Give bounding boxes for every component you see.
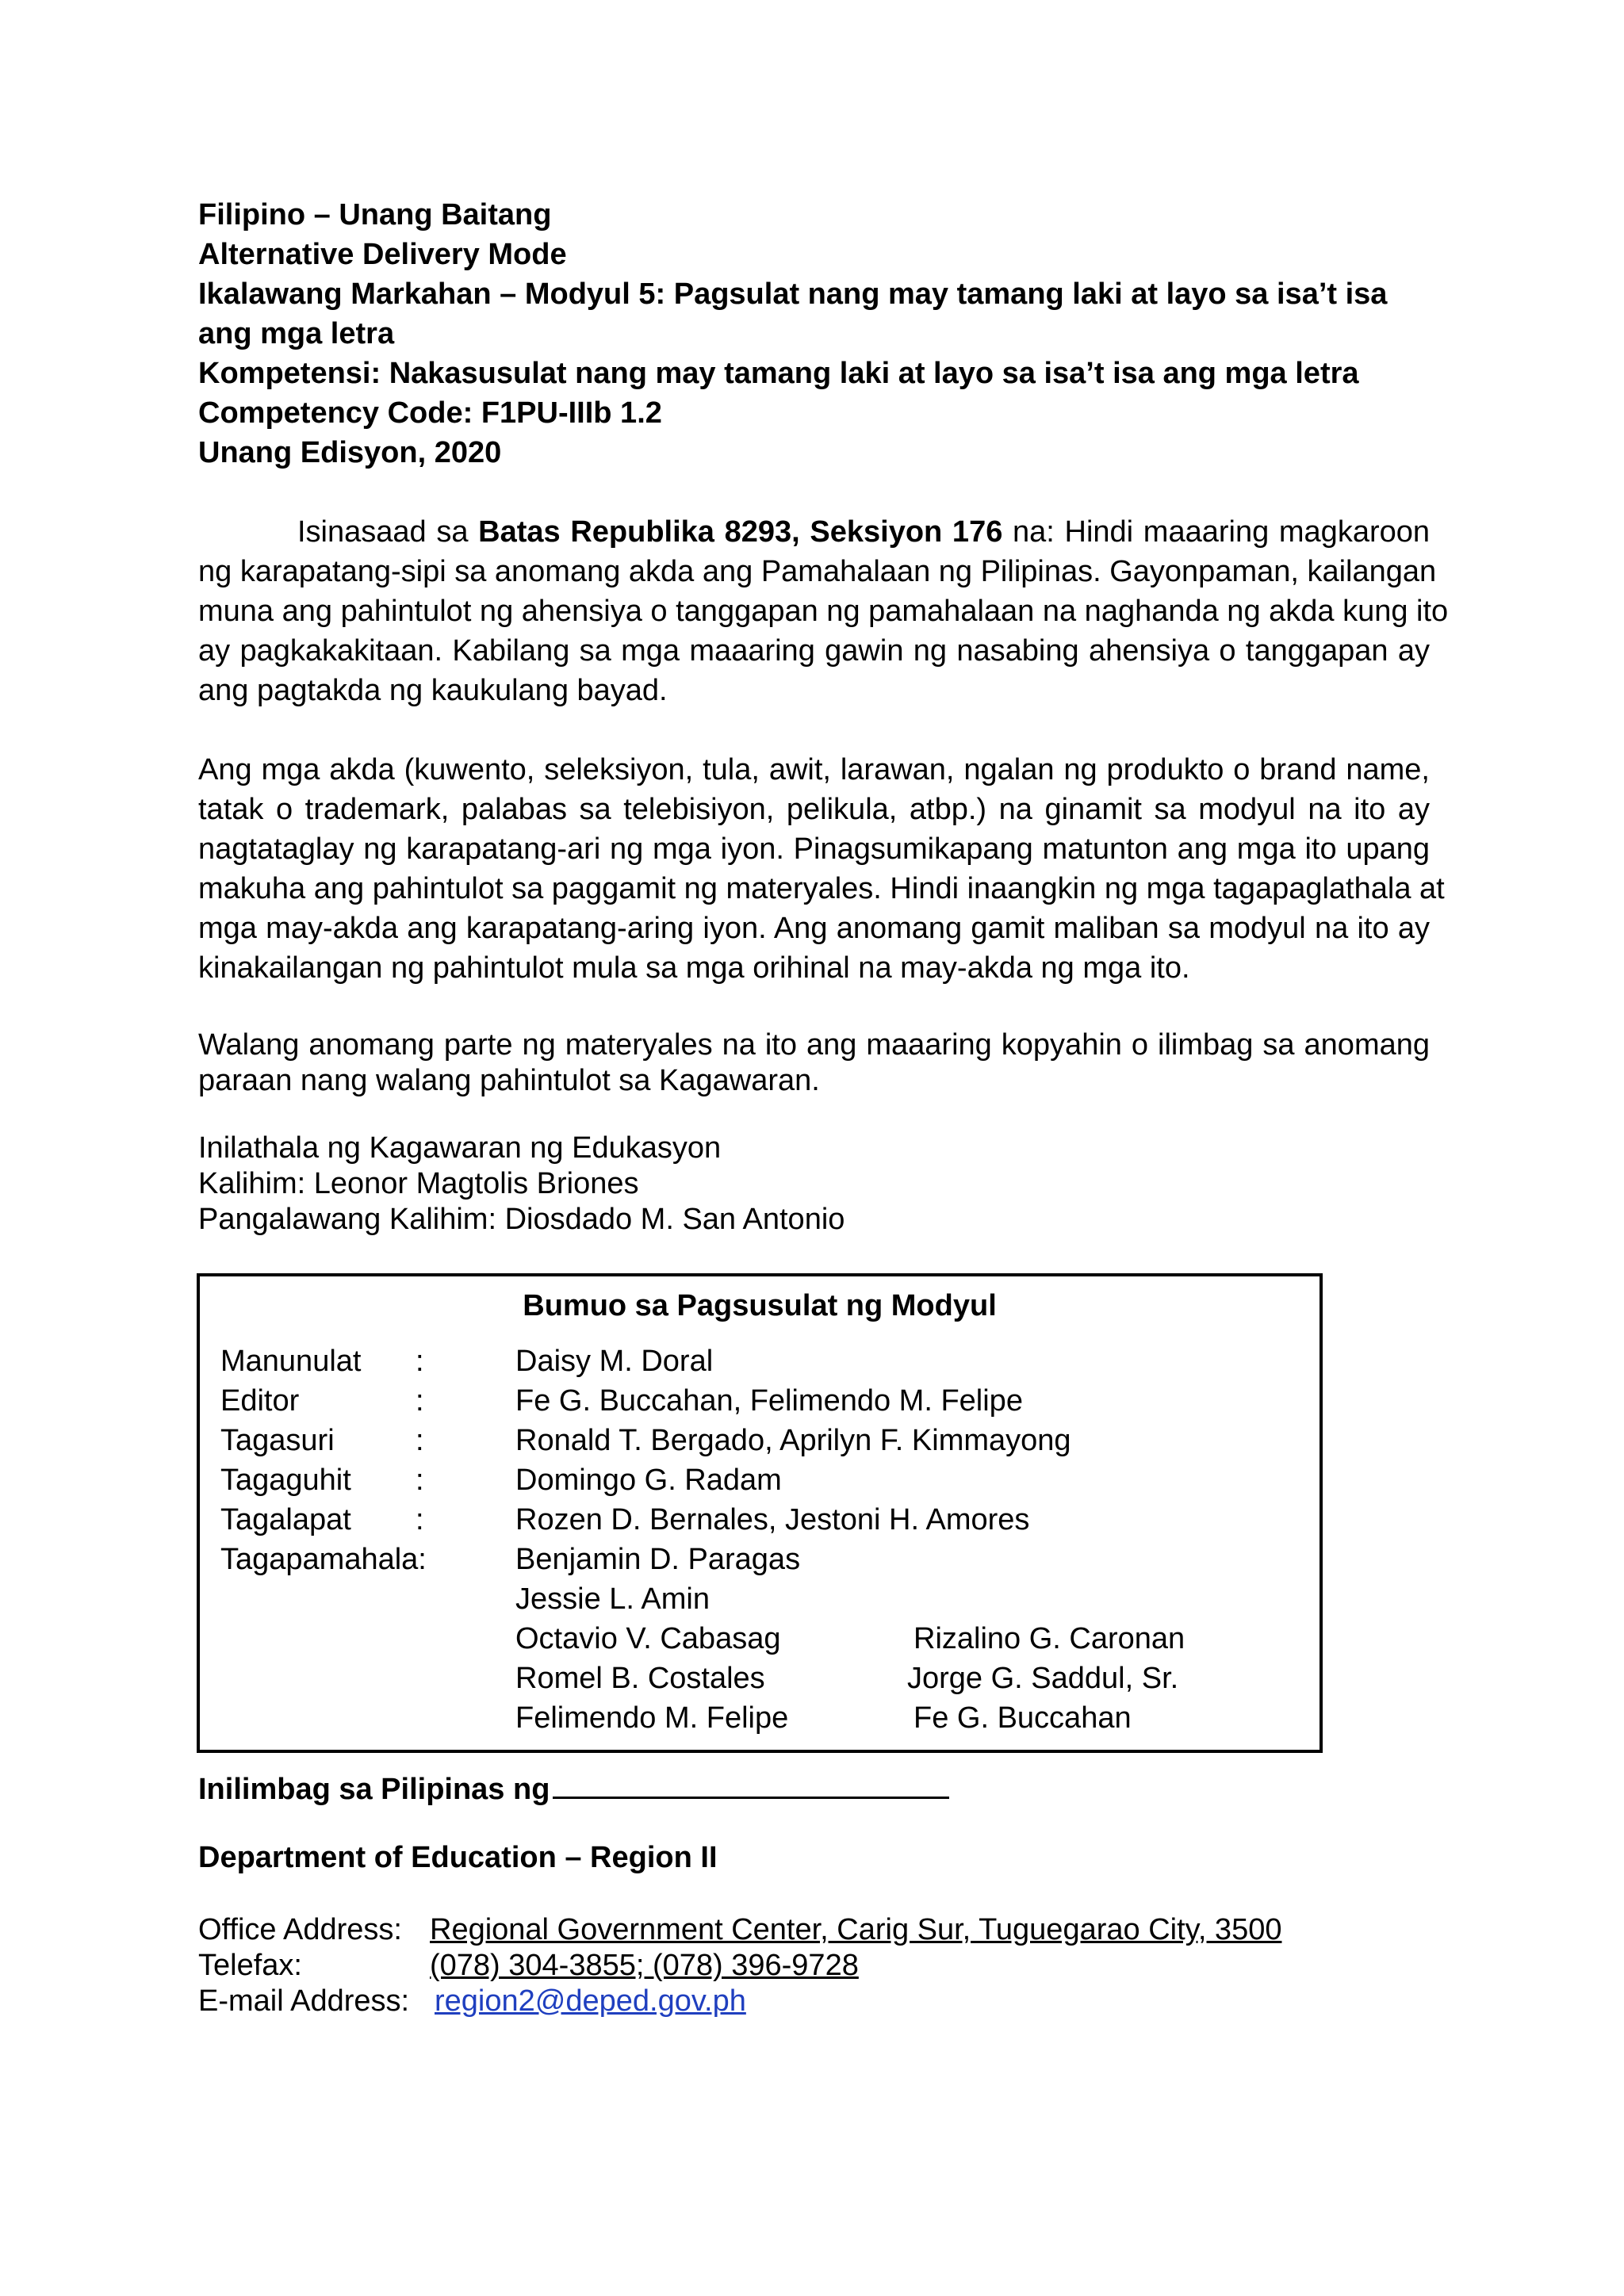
module-title-cont: ang mga letra xyxy=(198,317,395,350)
email-label: E-mail Address: xyxy=(198,1984,410,2018)
paragraph-line: mga may-akda ang karapatang-aring iyon. Ang anomang gamit maliban sa modyul na ito ay xyxy=(198,912,1430,945)
credit-name-secondary: Jorge G. Saddul, Sr. xyxy=(907,1662,1179,1695)
credit-name: Domingo G. Radam xyxy=(515,1464,782,1497)
credits-box xyxy=(197,1273,1323,1753)
credit-role: Tagapamahala: xyxy=(220,1543,427,1576)
credit-name: Ronald T. Bergado, Aprilyn F. Kimmayong xyxy=(515,1424,1071,1457)
undersecretary: Pangalawang Kalihim: Diosdado M. San Antonio xyxy=(198,1203,845,1236)
credit-role: Editor xyxy=(220,1384,300,1418)
copyright-paragraph-2 xyxy=(198,750,1445,988)
edition: Unang Edisyon, 2020 xyxy=(198,436,502,469)
publisher: Inilathala ng Kagawaran ng Edukasyon xyxy=(198,1131,722,1165)
credit-name: Jessie L. Amin xyxy=(515,1582,710,1616)
office-address-label: Office Address: xyxy=(198,1913,402,1946)
paragraph-line: makuha ang pahintulot sa paggamit ng materyales. Hindi inaangkin ng mga tagapaglathala at xyxy=(198,872,1445,905)
credit-role: Tagasuri xyxy=(220,1424,335,1457)
credit-row xyxy=(200,1421,1320,1460)
credits-title: Bumuo sa Pagsusulat ng Modyul xyxy=(523,1289,997,1322)
credit-row xyxy=(200,1460,1320,1500)
credit-colon: : xyxy=(416,1503,424,1536)
credit-colon: : xyxy=(416,1424,424,1457)
paragraph-line: Walang anomang parte ng materyales na ito ang maaaring kopyahin o ilimbag sa anomang xyxy=(198,1028,1430,1062)
credit-colon: : xyxy=(416,1345,424,1378)
copyright-paragraph-1 xyxy=(198,512,1449,710)
telefax-value: (078) 304-3855; (078) 396-9728 xyxy=(430,1949,859,1982)
credit-role: Tagalapat xyxy=(220,1503,351,1536)
copyright-paragraph-3 xyxy=(198,1027,1430,1099)
credit-name-secondary: Rizalino G. Caronan xyxy=(914,1622,1185,1655)
credit-row xyxy=(200,1500,1320,1540)
paragraph-line: muna ang pahintulot ng ahensiya o tanggapan ng pamahalaan na naghanda ng akda kung ito xyxy=(198,595,1449,628)
credit-name: Rozen D. Bernales, Jestoni H. Amores xyxy=(515,1503,1030,1536)
credit-row xyxy=(200,1579,1320,1619)
credit-row xyxy=(200,1381,1320,1421)
credit-row xyxy=(200,1619,1320,1659)
subject-title: Filipino – Unang Baitang xyxy=(198,198,552,232)
credit-row xyxy=(200,1540,1320,1579)
module-title: Ikalawang Markahan – Modyul 5: Pagsulat nang may tamang laki at layo sa isa’t isa xyxy=(198,277,1388,311)
credit-name-secondary: Fe G. Buccahan xyxy=(914,1701,1132,1735)
paragraph-line: kinakailangan ng pahintulot mula sa mga orihinal na may-akda ng mga ito. xyxy=(198,951,1190,985)
paragraph-line: tatak o trademark, palabas sa telebisiyon, pelikula, atbp.) na ginamit sa modyul na ito ay xyxy=(198,793,1430,826)
printed-in: Inilimbag sa Pilipinas ng xyxy=(198,1768,949,1809)
credit-name: Felimendo M. Felipe xyxy=(515,1701,789,1735)
credit-row xyxy=(200,1698,1320,1738)
telefax-label: Telefax: xyxy=(198,1949,302,1982)
competency: Kompetensi: Nakasusulat nang may tamang laki at layo sa isa’t isa ang mga letra xyxy=(198,357,1359,390)
secretary: Kalihim: Leonor Magtolis Briones xyxy=(198,1167,639,1200)
office-address-value: Regional Government Center, Carig Sur, Tuguegarao City, 3500 xyxy=(430,1913,1282,1946)
credit-name: Benjamin D. Paragas xyxy=(515,1543,801,1576)
credit-colon: : xyxy=(416,1384,424,1418)
credit-name: Fe G. Buccahan, Felimendo M. Felipe xyxy=(515,1384,1023,1418)
credit-name: Daisy M. Doral xyxy=(515,1345,714,1378)
printer-blank-line xyxy=(553,1768,949,1799)
paragraph-line: ay pagkakakitaan. Kabilang sa mga maaaring gawin ng nasabing ahensiya o tanggapan ay xyxy=(198,634,1430,668)
paragraph-line: nagtataglay ng karapatang-ari ng mga iyon. Pinagsumikapang matunton ang mga ito upang xyxy=(198,832,1430,866)
credit-colon: : xyxy=(416,1464,424,1497)
email-link[interactable]: region2@deped.gov.ph xyxy=(435,1984,746,2018)
credit-role: Tagaguhit xyxy=(220,1464,351,1497)
department-name: Department of Education – Region II xyxy=(198,1841,718,1874)
law-reference: Batas Republika 8293, Seksiyon 176 xyxy=(478,515,1003,549)
paragraph-line: Ang mga akda (kuwento, seleksiyon, tula, awit, larawan, ngalan ng produkto o brand name, xyxy=(198,753,1430,786)
credit-name: Octavio V. Cabasag xyxy=(515,1622,781,1655)
paragraph-line: ang pagtakda ng kaukulang bayad. xyxy=(198,674,668,707)
credit-role: Manunulat xyxy=(220,1345,362,1378)
delivery-mode: Alternative Delivery Mode xyxy=(198,238,567,271)
competency-code: Competency Code: F1PU-IIIb 1.2 xyxy=(198,396,662,430)
credit-row xyxy=(200,1341,1320,1381)
credit-row xyxy=(200,1659,1320,1698)
paragraph-line: paraan nang walang pahintulot sa Kagawaran. xyxy=(198,1064,820,1097)
paragraph-line: Isinasaad sa Batas Republika 8293, Seksiyon 176 na: Hindi maaaring magkaroon xyxy=(297,515,1431,549)
credit-name: Romel B. Costales xyxy=(515,1662,765,1695)
paragraph-line: ng karapatang-sipi sa anomang akda ang Pamahalaan ng Pilipinas. Gayonpaman, kailangan xyxy=(198,555,1437,588)
